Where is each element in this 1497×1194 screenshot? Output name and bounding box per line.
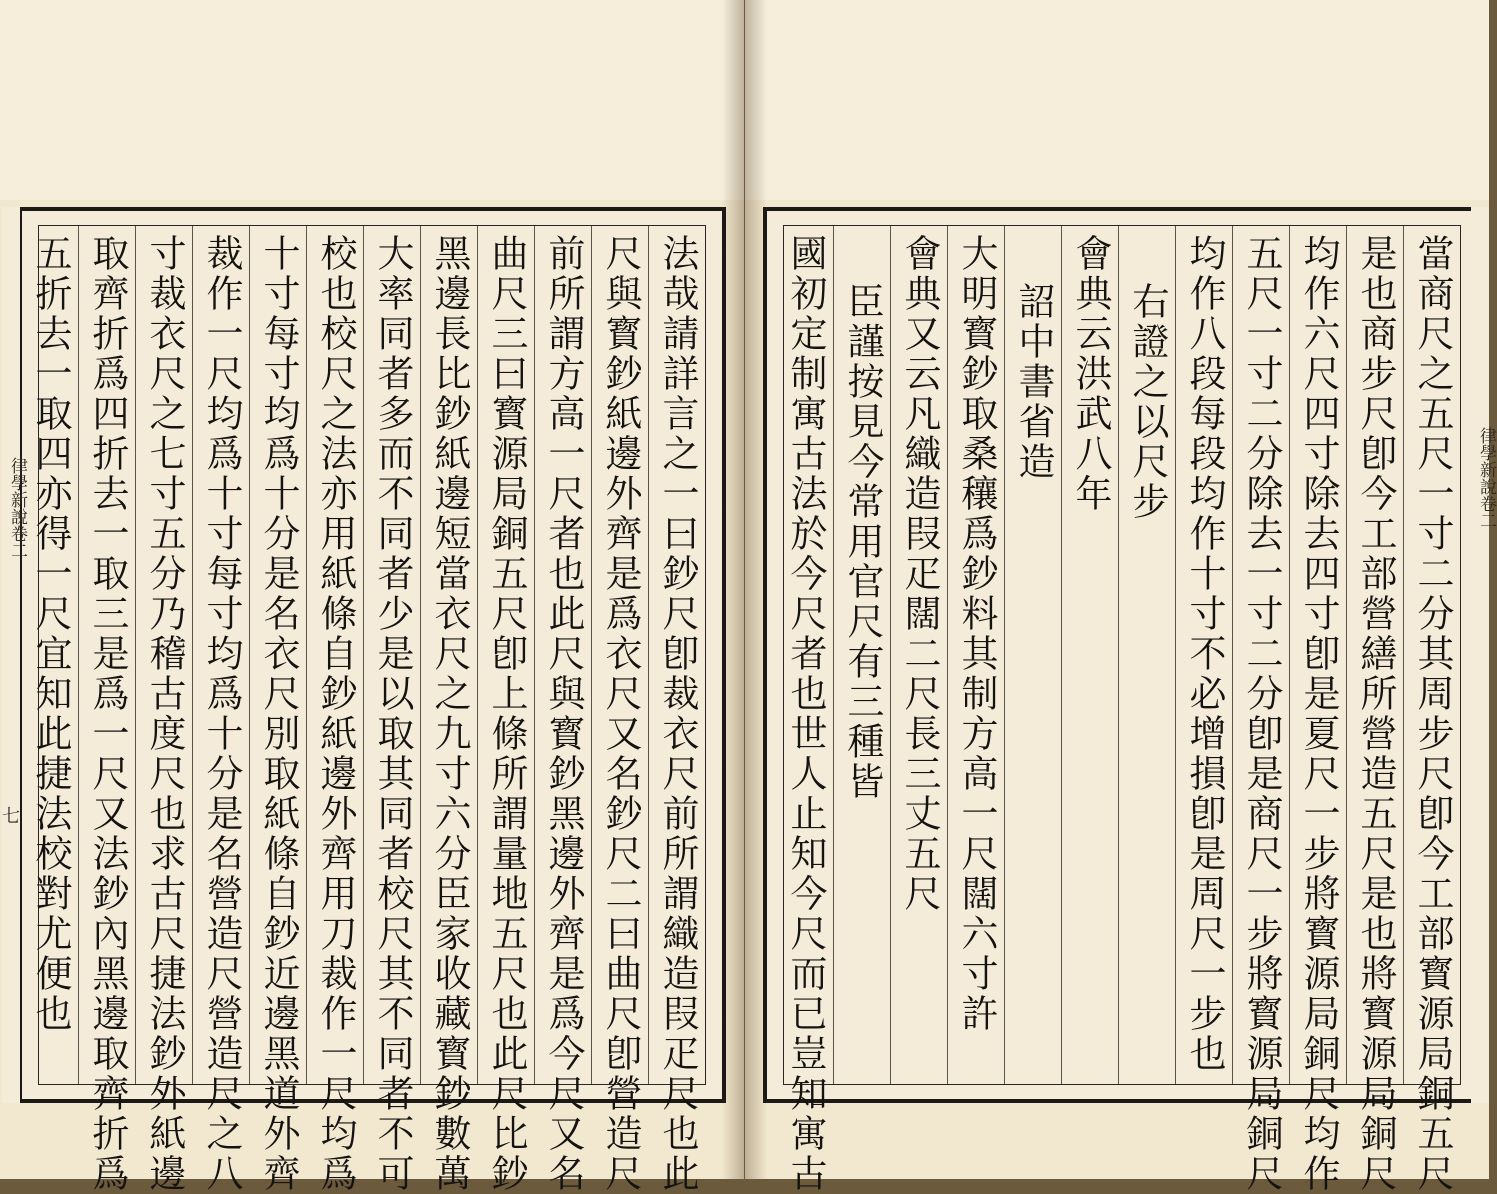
text-column: 均作八段每段均作十寸不必增損卽是周尺一步也 <box>1175 226 1232 1084</box>
left-text-frame <box>18 207 726 1194</box>
text-column: 黑邊長比鈔紙邊短當衣尺之九寸六分臣家收藏寳鈔數萬 <box>420 226 477 1084</box>
right-columns <box>784 226 1460 1194</box>
text-column: 法哉請詳言之一曰鈔尺卽裁衣尺前所謂織造叚疋尺也此 <box>648 226 705 1084</box>
text-column: 五尺一寸二分除去一寸二分卽是商尺一步將寳源局銅尺 <box>1232 226 1289 1084</box>
left-page <box>0 0 744 1194</box>
text-column: 詔中書省造 <box>1004 226 1061 1084</box>
text-column: 尺與寳鈔紙邊外齊是爲衣尺又名鈔尺二曰曲尺卽營造尺 <box>591 226 648 1084</box>
left-banxin-title: 律學新說卷二 <box>7 457 27 559</box>
left-banxin <box>2 207 27 1103</box>
left-text-block <box>29 225 706 1194</box>
text-column: 曲尺三曰寳源局銅五尺卽上條所謂量地五尺也此尺比鈔 <box>477 226 534 1084</box>
text-column: 取齊折爲四折去一取三是爲一尺又法鈔內黑邊取齊折爲 <box>78 226 135 1084</box>
left-page-number: 七 <box>2 806 20 827</box>
text-column: 臣謹按見今常用官尺有三種皆 <box>833 226 890 1084</box>
text-column: 會典又云凡織造叚疋闊二尺長三丈五尺 <box>890 226 947 1084</box>
text-column: 校也校尺之法亦用紙條自鈔紙邊外齊用刀裁作一尺均爲 <box>306 226 363 1084</box>
right-banxin-title: 律學新說卷二 <box>1476 427 1496 529</box>
text-column: 五折去一取四亦得一尺宜知此捷法校對尤便也 <box>29 234 72 1034</box>
text-column: 十寸每寸均爲十分是名衣尺別取紙條自鈔近邊黑道外齊 <box>249 226 306 1084</box>
left-columns <box>29 226 705 1194</box>
top-margin <box>745 0 1489 200</box>
text-column: 當商尺之五尺一寸二分其周步尺卽今工部寳源局銅五尺 <box>1403 226 1460 1084</box>
text-column: 右證之以尺步 <box>1118 226 1175 1084</box>
right-banxin <box>1471 207 1496 1103</box>
text-column: 前所謂方高一尺者也此尺與寳鈔黑邊外齊是爲今尺又名 <box>534 226 591 1084</box>
text-column: 裁作一尺均爲十寸每寸均爲十分是名營造尺營造尺之八 <box>192 226 249 1084</box>
top-margin <box>0 0 744 200</box>
right-page <box>745 0 1496 1194</box>
text-column: 是也商步尺卽今工部營繕所營造五尺是也將寳源局銅尺 <box>1346 226 1403 1084</box>
text-column: 寸裁衣尺之七寸五分乃稽古度尺也求古尺捷法鈔外紙邊 <box>135 226 192 1084</box>
right-text-block <box>783 225 1461 1194</box>
text-column: 會典云洪武八年 <box>1061 226 1118 1084</box>
right-text-frame <box>763 207 1481 1194</box>
text-column: 大率同者多而不同者少是以取其同者校尺其不同者不可 <box>363 226 420 1084</box>
text-column: 國初定制寓古法於今尺者也世人止知今尺而已豈知寓古 <box>784 234 827 1194</box>
text-column: 大明寳鈔取桑穰爲鈔料其制方高一尺闊六寸許 <box>947 226 1004 1084</box>
text-column: 均作六尺四寸除去四寸卽是夏尺一步將寳源局銅尺均作 <box>1289 226 1346 1084</box>
